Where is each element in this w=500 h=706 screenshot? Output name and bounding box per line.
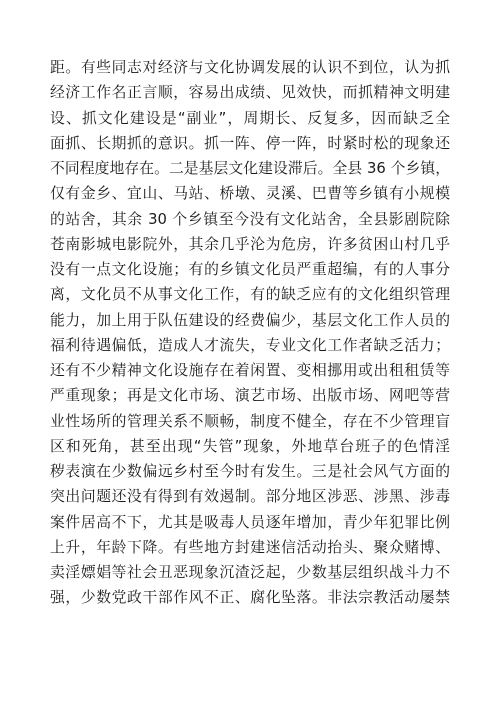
text-line: 上升，年龄下降。有些地方封建迷信活动抬头、聚众赌博、 xyxy=(50,538,450,556)
text-line: 不同程度地存在。二是基层文化建设滞后。全县 36 个乡镇， xyxy=(50,160,450,177)
text-line: 能力，加上用于队伍建设的经费偏少，基层文化工作人员的 xyxy=(50,311,450,329)
text-line: 严重现象；再是文化市场、演艺市场、出版市场、网吧等营 xyxy=(50,387,450,405)
text-line: 区和死角，甚至出现“失管”现象，外地草台班子的色情淫 xyxy=(50,437,450,455)
body-text xyxy=(50,55,450,611)
text-line: 离，文化员不从事文化工作，有的缺乏应有的文化组织管理 xyxy=(50,286,450,304)
text-line: 案件居高不下，尤其是吸毒人员逐年增加，青少年犯罪比例 xyxy=(50,513,450,531)
text-line: 没有一点文化设施；有的乡镇文化员严重超编，有的人事分 xyxy=(50,261,450,278)
text-line: 苍南影城电影院外，其余几乎沦为危房，许多贫困山村几乎 xyxy=(50,235,450,253)
text-line: 仅有金乡、宜山、马站、桥墩、灵溪、巴曹等乡镇有小规模 xyxy=(50,185,450,203)
text-line: 的站舍，其余 30 个乡镇至今没有文化站舍，全县影剧院除 xyxy=(50,210,450,228)
text-line: 面抓、长期抓的意识。抓一阵、停一阵，时紧时松的现象还 xyxy=(50,134,450,152)
text-line: 突出问题还没有得到有效遏制。部分地区涉恶、涉黑、涉毒 xyxy=(50,488,450,506)
text-line: 强，少数党政干部作风不正、腐化坠落。非法宗教活动屡禁 xyxy=(50,589,450,607)
text-line: 卖淫嫖娼等社会丑恶现象沉渣泛起，少数基层组织战斗力不 xyxy=(50,564,450,581)
text-line: 经济工作名正言顺，容易出成绩、见效快，而抓精神文明建 xyxy=(50,84,450,102)
text-line: 业性场所的管理关系不顺畅，制度不健全，存在不少管理盲 xyxy=(50,412,450,430)
text-line: 福利待遇偏低，造成人才流失，专业文化工作者缺乏活力； xyxy=(50,336,450,354)
text-line: 还有不少精神文化设施存在着闲置、变相挪用或出租租赁等 xyxy=(50,362,450,379)
text-line: 秽表演在少数偏远乡村至今时有发生。三是社会风气方面的 xyxy=(50,463,450,480)
text-line: 设、抓文化建设是“副业”，周期长、反复多，因而缺乏全 xyxy=(50,109,450,127)
text-line: 距。有些同志对经济与文化协调发展的认识不到位，认为抓 xyxy=(50,59,450,76)
